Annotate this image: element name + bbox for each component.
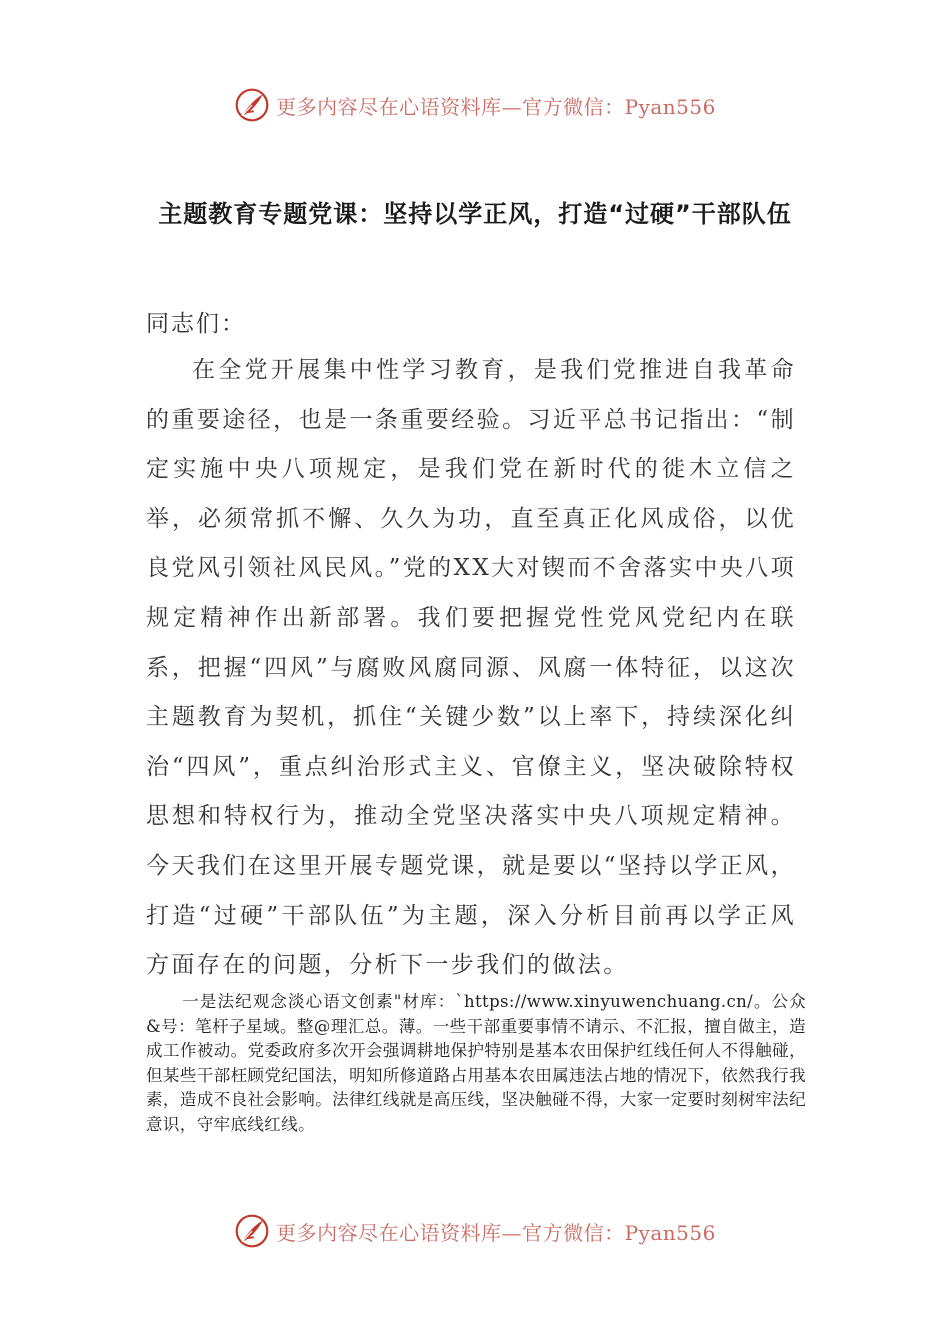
body-paragraph-2: 一是法纪观念淡心语文创素"材库：`https://www.xinyuwenchuang.cn/。公众&号：笔杆子星域。整@理汇总。薄。一些干部重要事情不请示、不汇报，擅自做主，造成工作被动。党委政府多次开会强调耕地保护特别是基本农田保护红线任何人不得触碰，但某些干部枉顾党纪国法，明知所修道路占用基本农田属违法占地的情况下，依然我行我素，造成不良社会影响。法律红线就是高压线，坚决触碰不得，大家一定要时刻树牢法纪意识，守牢底线红线。 — [146, 992, 806, 1134]
footer-banner-text: 更多内容尽在心语资料库—官方微信：Pyan556 — [276, 1220, 716, 1245]
header-banner — [0, 80, 950, 130]
header-banner-text: 更多内容尽在心语资料库—官方微信：Pyan556 — [276, 94, 716, 119]
quill-logo-icon — [234, 1213, 270, 1249]
salutation: 同志们： — [146, 311, 246, 337]
footer-banner — [0, 1206, 950, 1256]
document-title: 主题教育专题党课：坚持以学正风，打造“过硬”干部队伍 — [158, 200, 792, 229]
body-paragraph-1: 在全党开展集中性学习教育，是我们党推进自我革命的重要途径，也是一条重要经验。习近平总书记指出：“制定实施中央八项规定，是我们党在新时代的徙木立信之举，必须常抓不懈、久久为功，直至真正化风成俗，以优良党风引领社风民风。”党的XX大对锲而不舍落实中央八项规定精神作出新部署。我们要把握党性党风党纪内在联系，把握“四风”与腐败风腐同源、风腐一体特征，以这次主题教育为契机，抓住“关键少数”以上率下，持续深化纠治“四风”，重点纠治形式主义、官僚主义，坚决破除特权思想和特权行为，推动全党坚决落实中央八项规定精神。今天我们在这里开展专题党课，就是要以“坚持以学正风，打造“过硬”干部队伍”为主题，深入分析目前再以学正风方面存在的问题，分析下一步我们的做法。 — [146, 357, 796, 979]
quill-logo-icon — [234, 87, 270, 123]
